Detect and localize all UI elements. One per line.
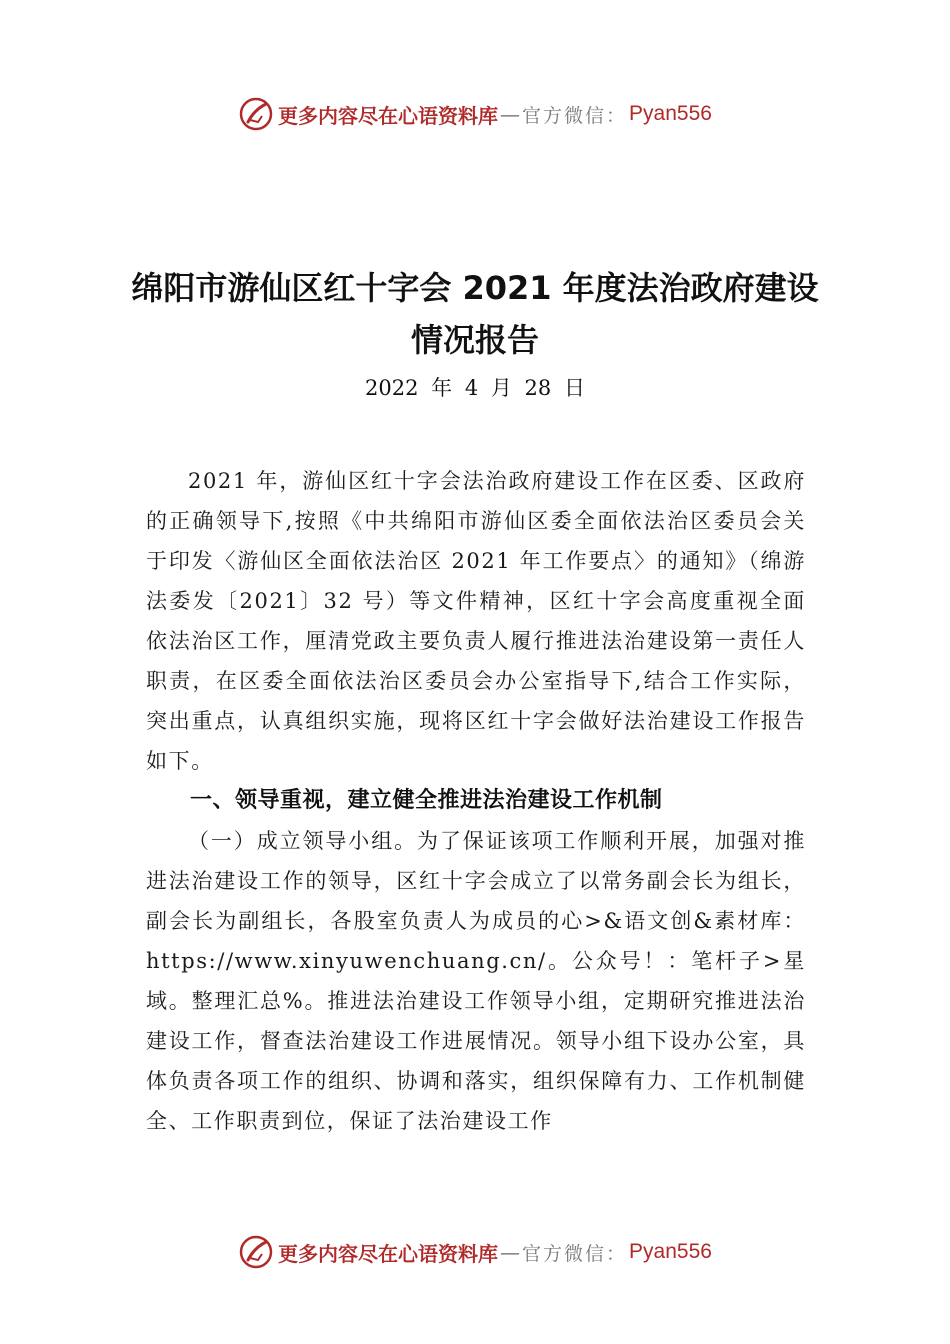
watermark-wechat-id: Pyan556 (629, 102, 712, 125)
document-title: 绵阳市游仙区红十字会 2021 年度法治政府建设情况报告 (131, 269, 819, 359)
watermark-dash: — (500, 102, 521, 126)
brush-seal-logo-icon (238, 96, 274, 132)
watermark-wechat-id: Pyan556 (629, 1240, 712, 1263)
section-1-paragraph-1-start: （一）成立领导小组。为了保证该项工作顺利开展，加强对推进法治建设工作的领导，区红十字会成立了以常务副会长为组长，副会长为副组长，各股室负责人为成员 (146, 829, 806, 933)
section-1-paragraph-1 (146, 821, 806, 1141)
watermark-wechat-label: 官方微信： (522, 104, 628, 127)
inserted-promo-text: 的心>&语文创&素材库：https://www.xinyuwenchuang.cn/。公众号！：笔杆子>星域。整理汇总%。 (146, 909, 806, 1013)
document-date: 2022 年 4 月 28 日 (365, 376, 585, 400)
intro-paragraph: 2021 年，游仙区红十字会法治政府建设工作在区委、区政府的正确领导下,按照《中共绵阳市游仙区委全面依法治区委员会关于印发〈游仙区全面依法治区 2021 年工作要点〉的通知》（绵游法委发〔2021〕32 号）等文件精神，区红十字会高度重视全面依法治区工作，厘清党政主要负责人履行推进法治建设第一责任人职责，在区委全面依法治区委员会办公室指导下,结合工作实际，突出重点，认真组织实施，现将区红十字会做好法治建设工作报告如下。 (146, 469, 806, 773)
watermark-dash: — (500, 1240, 521, 1264)
watermark-promo-text: 更多内容尽在心语资料库 (278, 1241, 499, 1266)
section-1-heading: 一、领导重视，建立健全推进法治建设工作机制 (190, 788, 663, 813)
watermark-banner-top (0, 92, 950, 136)
watermark-promo-text: 更多内容尽在心语资料库 (278, 103, 499, 128)
document-body (146, 461, 806, 1141)
watermark-wechat-label: 官方微信： (522, 1242, 628, 1265)
section-1-paragraph-1-end: 推进法治建设工作领导小组，定期研究推进法治建设工作，督查法治建设工作进展情况。领导小组下设办公室，具体负责各项工作的组织、协调和落实，组织保障有力、工作机制健全、工作职责到位，保证了法治建设工作 (146, 989, 806, 1133)
brush-seal-logo-icon (238, 1234, 274, 1270)
watermark-banner-bottom (0, 1230, 950, 1274)
